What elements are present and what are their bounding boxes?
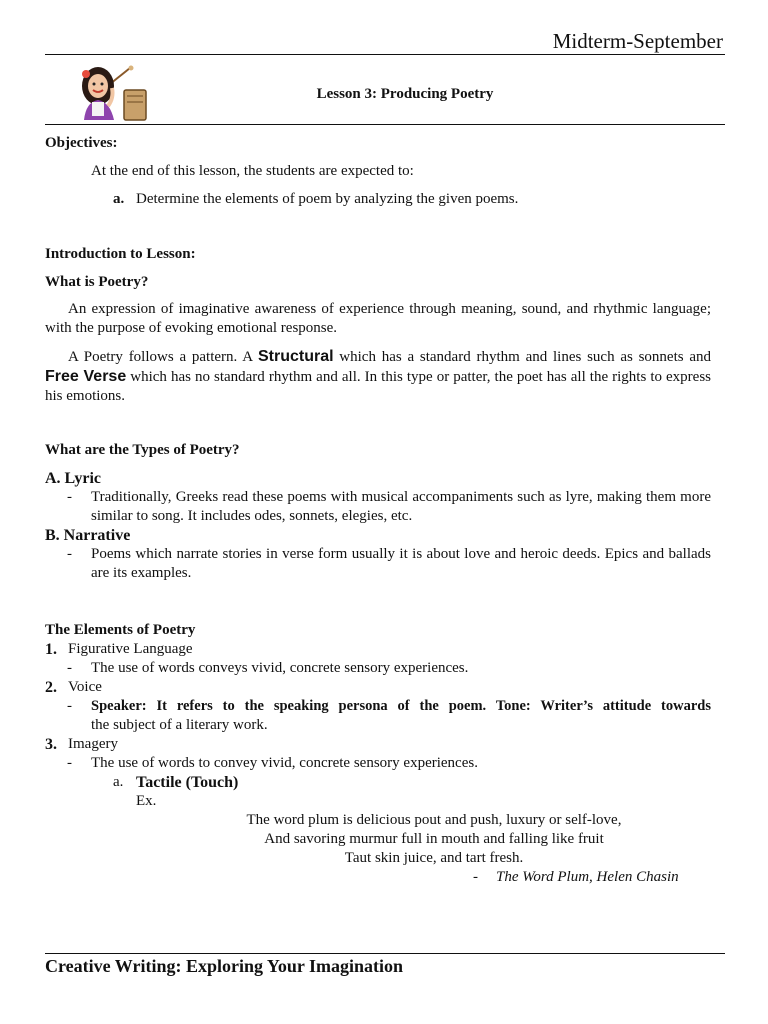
tactile-name: Tactile (Touch) bbox=[136, 774, 239, 791]
para2-part2: which has a standard rhythm and lines such as sonnets and bbox=[333, 349, 711, 365]
poetry-definition-paragraph: An expression of imaginative awareness of experience through meaning, sound, and rhythmic language; with the purpose of evoking emotional response. bbox=[45, 301, 711, 336]
header-rule bbox=[45, 54, 725, 55]
poetry-pattern-paragraph bbox=[45, 347, 711, 406]
objective-a-text: Determine the elements of poem by analyzing the given poems. bbox=[136, 191, 519, 207]
lesson-title: Lesson 3: Producing Poetry bbox=[316, 86, 494, 102]
introduction-heading: Introduction to Lesson: bbox=[45, 246, 196, 262]
elements-heading: The Elements of Poetry bbox=[45, 622, 196, 638]
poem-line-3: Taut skin juice, and tart fresh. bbox=[344, 850, 524, 866]
narrative-label: B. Narrative bbox=[45, 527, 131, 544]
element-2-text bbox=[91, 697, 711, 716]
types-heading: What are the Types of Poetry? bbox=[45, 442, 240, 458]
running-header: Midterm-September bbox=[552, 29, 723, 53]
element-1-number: 1. bbox=[45, 641, 57, 658]
speaker-label: Speaker bbox=[91, 698, 142, 714]
lyric-text: Traditionally, Greeks read these poems with musical accompaniments such as lyre, making them more similar to song. It includes odes, sonnets, elegies, etc. bbox=[91, 489, 711, 524]
poem-citation: The Word Plum, Helen Chasin bbox=[496, 869, 679, 885]
tone-text: : Writer’s attitude towards bbox=[525, 698, 711, 714]
objectives-heading: Objectives: bbox=[45, 135, 118, 151]
course-title-footer: Creative Writing: Exploring Your Imagination bbox=[45, 956, 404, 976]
speaker-text: : It refers to the speaking persona of the poem. bbox=[141, 698, 496, 714]
narrative-text: Poems which narrate stories in verse form usually it is about love and heroic deeds. Epics and ballads are its examples. bbox=[91, 546, 711, 581]
element-2-name: Voice bbox=[68, 679, 102, 695]
footer-rule bbox=[45, 953, 725, 954]
free-verse-term: Free Verse bbox=[45, 368, 127, 385]
element-1-dash: - bbox=[67, 660, 72, 676]
objective-a-label: a. bbox=[113, 191, 125, 207]
element-3-text: The use of words to convey vivid, concrete sensory experiences. bbox=[91, 755, 478, 771]
narrative-dash: - bbox=[67, 546, 72, 562]
poem-line-2: And savoring murmur full in mouth and falling like fruit bbox=[264, 831, 604, 847]
element-2-continuation: the subject of a literary work. bbox=[91, 717, 268, 733]
structural-term: Structural bbox=[257, 348, 334, 365]
para2-part3: which has no standard rhythm and all. In this type or patter, the poet has all the rights to express his emotions. bbox=[45, 369, 712, 404]
objectives-intro: At the end of this lesson, the students are expected to: bbox=[91, 163, 414, 179]
element-3-dash: - bbox=[67, 755, 72, 771]
example-label: Ex. bbox=[136, 793, 157, 809]
citation-dash: - bbox=[473, 869, 478, 885]
element-2-number: 2. bbox=[45, 679, 57, 696]
lyric-dash: - bbox=[67, 489, 72, 505]
element-1-text: The use of words conveys vivid, concrete sensory experiences. bbox=[91, 660, 469, 676]
tactile-label: a. bbox=[113, 774, 124, 790]
lyric-label: A. Lyric bbox=[45, 470, 101, 487]
poem-line-1: The word plum is delicious pout and push, luxury or self-love, bbox=[246, 812, 622, 828]
what-is-poetry-heading: What is Poetry? bbox=[45, 274, 149, 290]
element-2-dash: - bbox=[67, 698, 72, 714]
title-rule bbox=[45, 124, 725, 125]
element-1-name: Figurative Language bbox=[68, 641, 193, 657]
element-3-name: Imagery bbox=[68, 736, 118, 752]
element-3-number: 3. bbox=[45, 736, 57, 753]
para2-part1: A Poetry follows a pattern. A bbox=[68, 349, 258, 365]
tone-label: Tone bbox=[495, 698, 526, 714]
